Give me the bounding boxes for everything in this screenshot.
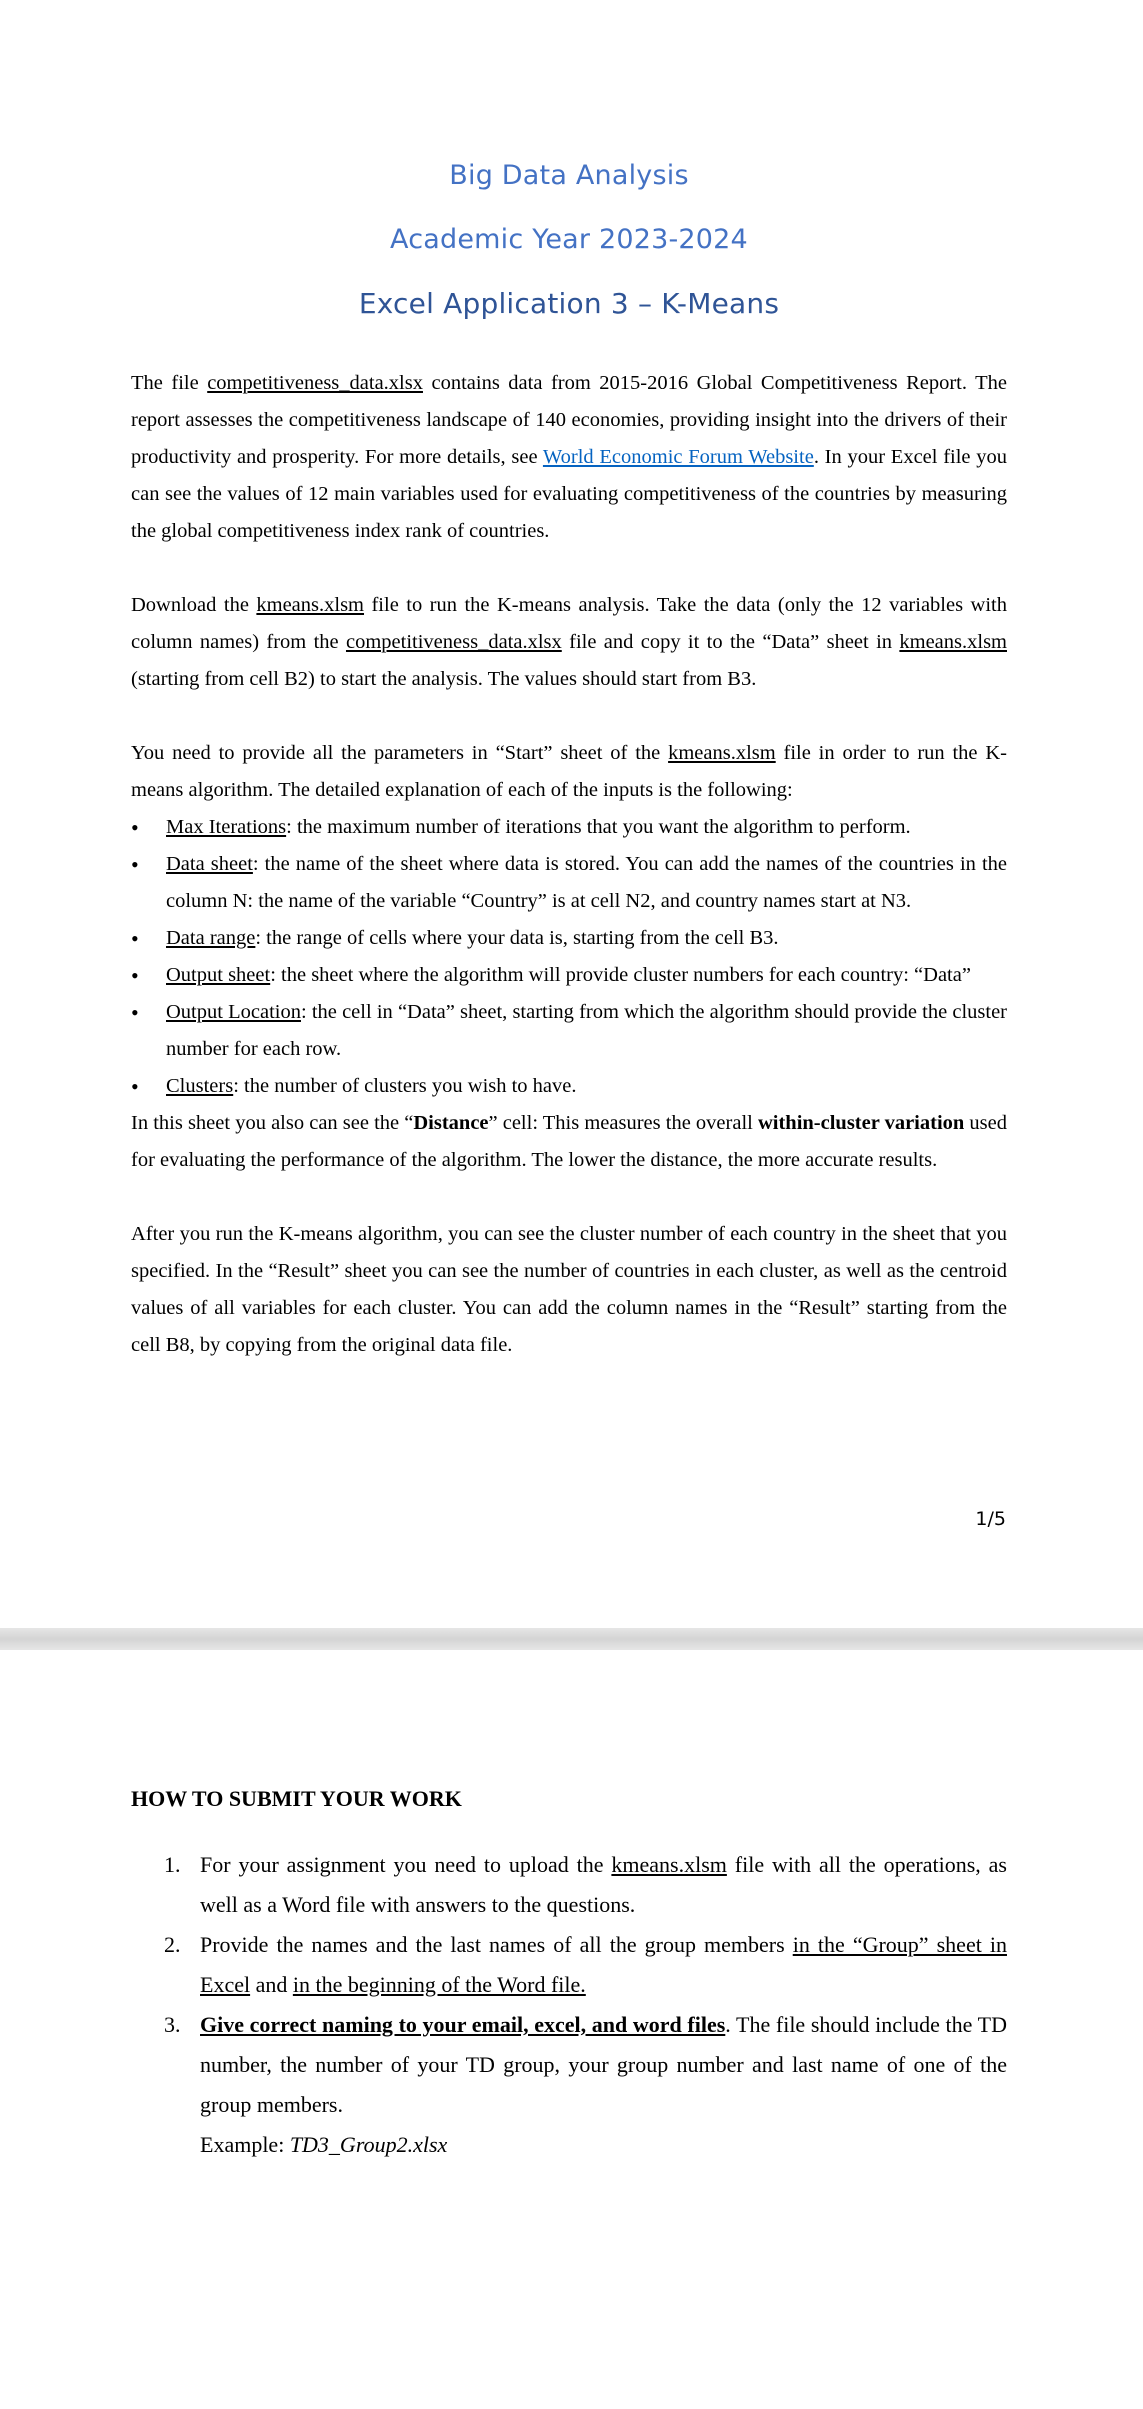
text: ” cell: This measures the overall <box>488 1112 758 1134</box>
list-item-data-range <box>131 920 1007 957</box>
distance-term: Distance <box>413 1112 489 1134</box>
term: Data sheet <box>166 853 253 875</box>
text: file in order to run the K-means algorithm. The detailed explanation of each of the inputs is the following: <box>131 742 1007 801</box>
list-item-output-location <box>131 994 1007 1068</box>
document-title-year: Academic Year 2023-2024 <box>390 224 748 255</box>
page1-body <box>131 365 1007 1364</box>
filename-competitiveness: competitiveness_data.xlsx <box>345 631 562 653</box>
filename-kmeans: kmeans.xlsm <box>899 631 1007 653</box>
filename-kmeans: kmeans.xlsm <box>256 594 365 616</box>
text: . In your Excel file you can see the values of 12 main variables used for evaluating competitiveness of the countries by measuring the global competitiveness index rank of countries. <box>131 446 1008 542</box>
term: Max Iterations <box>166 816 287 838</box>
description: : the name of the sheet where data is stored. You can add the names of the countries in the column N: the name of the variable “Country” is at cell N2, and country names start at N3. <box>166 853 1008 912</box>
description: : the maximum number of iterations that you want the algorithm to perform. <box>286 816 911 838</box>
text: The file <box>131 372 208 394</box>
text: file to run the K-means analysis. Take the data (only the 12 variables with column names) from the <box>131 594 1007 653</box>
description: : the sheet where the algorithm will provide cluster numbers for each country: “Data” <box>270 964 971 986</box>
example-filename: TD3_Group2.xlsx <box>289 2132 448 2157</box>
text: Download the <box>131 594 257 616</box>
submission-heading: HOW TO SUBMIT YOUR WORK <box>131 1786 462 1811</box>
text: . The file should include the TD number, the number of your TD group, your group number and last name of one of the group members. <box>200 2012 1007 2117</box>
document-page-2 <box>0 1650 1143 2409</box>
text: You need to provide all the parameters in “Start” sheet of the <box>131 742 669 764</box>
term: Data range <box>166 927 256 949</box>
filename-kmeans: kmeans.xlsm <box>611 1852 727 1877</box>
distance-paragraph <box>131 1105 1007 1179</box>
step-number: 3. <box>164 2012 181 2037</box>
filename-kmeans: kmeans.xlsm <box>668 742 776 764</box>
example-label: Example: <box>200 2132 290 2157</box>
text: contains data from 2015-2016 Global Competitiveness Report. The report assesses the competitiveness landscape of 140 economies, providing insight into the drivers of their productivity and prosperity. For more details, see <box>131 372 1007 468</box>
naming-instruction: Give correct naming to your email, excel, and word files <box>200 2012 726 2037</box>
page-number: 1/5 <box>975 1508 1006 1530</box>
list-item-max-iterations <box>131 809 1007 846</box>
page-separator <box>0 1628 1143 1650</box>
filename-competitiveness: competitiveness_data.xlsx <box>207 372 423 394</box>
text: used for evaluating the performance of the algorithm. The lower the distance, the more accurate results. <box>131 1112 1007 1171</box>
text: file and copy it to the “Data” sheet in <box>561 631 900 653</box>
description: : the number of clusters you wish to have. <box>233 1075 577 1097</box>
parameters-paragraph <box>131 735 1007 809</box>
intro-paragraph <box>131 365 1007 550</box>
group-sheet-reference: in the “Group” sheet in Excel <box>200 1932 1007 1997</box>
text: In this sheet you also can see the “ <box>131 1112 414 1134</box>
description: : the cell in “Data” sheet, starting from which the algorithm should provide the cluster number for each row. <box>166 1001 1007 1060</box>
word-file-reference: in the beginning of the Word file. <box>292 1972 586 1997</box>
term: Output Location <box>166 1001 301 1023</box>
document-title-course: Big Data Analysis <box>449 160 689 191</box>
download-paragraph <box>131 587 1007 698</box>
text: and <box>250 1972 293 1997</box>
example-line <box>200 2132 447 2157</box>
world-economic-forum-link[interactable]: World Economic Forum Website <box>542 446 814 468</box>
parameter-list <box>131 809 1007 1105</box>
list-item-step-3 <box>131 2005 1007 2165</box>
step-number: 1. <box>164 1852 181 1877</box>
list-item-data-sheet <box>131 846 1007 920</box>
results-paragraph: After you run the K-means algorithm, you can see the cluster number of each country in the sheet that you specified. In the “Result” sheet you can see the number of countries in each cluster, as well as the centroid values of all variables for each cluster. You can add the column names in the “Result” starting from the cell B8, by copying from the original data file. <box>131 1223 1007 1356</box>
term: Output sheet <box>166 964 271 986</box>
text: file with all the operations, as well as a Word file with answers to the questions. <box>200 1852 1007 1917</box>
text: For your assignment you need to upload the <box>200 1852 612 1877</box>
text: Provide the names and the last names of all the group members <box>200 1932 793 1957</box>
description: : the range of cells where your data is, starting from the cell B3. <box>255 927 779 949</box>
list-item-clusters <box>131 1068 1007 1105</box>
document-title-assignment: Excel Application 3 – K-Means <box>358 287 780 320</box>
step-number: 2. <box>164 1932 181 1957</box>
text: (starting from cell B2) to start the analysis. The values should start from B3. <box>131 668 757 690</box>
submission-steps <box>131 1845 1007 2165</box>
list-item-output-sheet <box>131 957 1007 994</box>
list-item-step-1 <box>131 1845 1007 1925</box>
within-cluster-variation-term: within-cluster variation <box>757 1112 965 1134</box>
list-item-step-2 <box>131 1925 1007 2005</box>
term: Clusters <box>166 1075 234 1097</box>
